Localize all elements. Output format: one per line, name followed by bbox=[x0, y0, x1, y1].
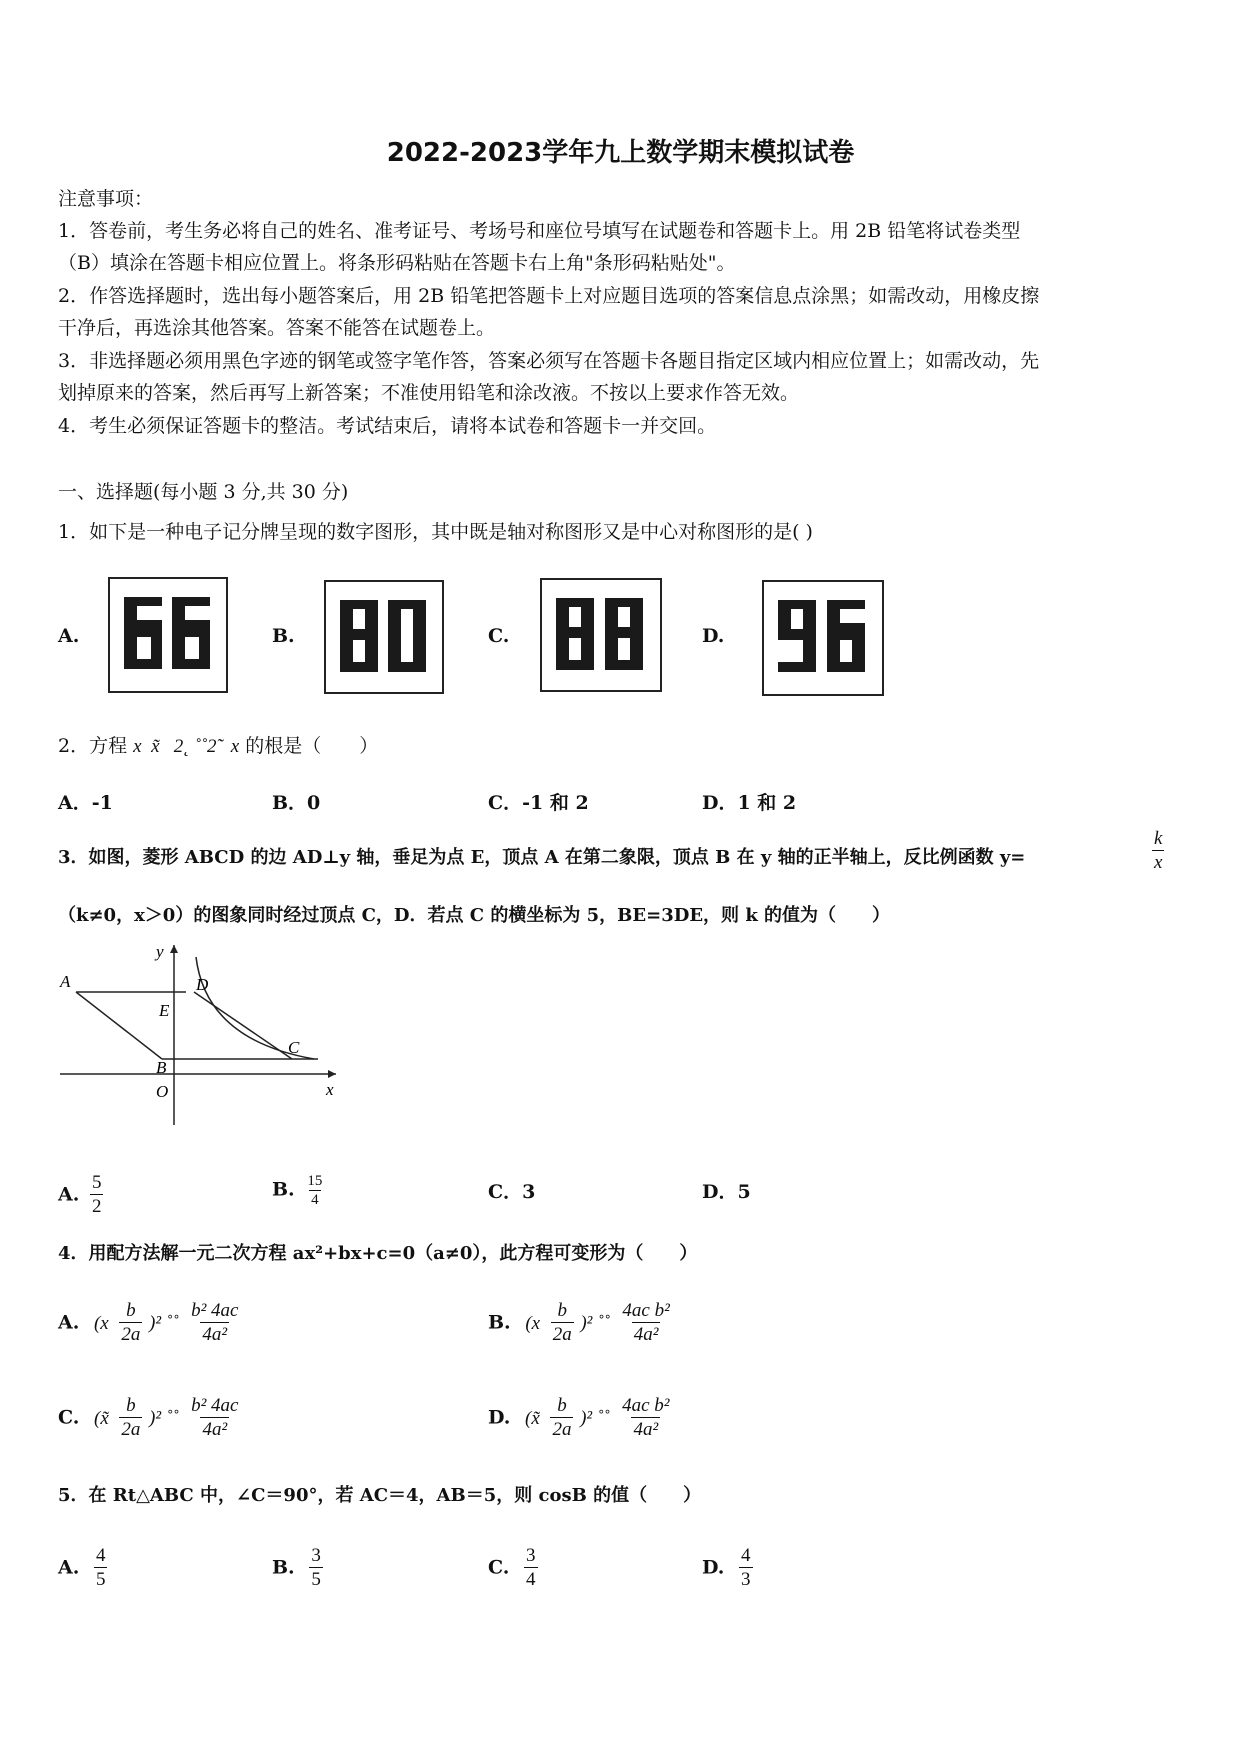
q1-option-c-label: C. bbox=[488, 625, 510, 647]
q2-stem-post: 的根是（ ） bbox=[245, 735, 379, 757]
notice-line-1: 1．答卷前，考生务必将自己的姓名、准考证号、考场号和座位号填写在试题卷和答题卡上。用 2B 铅笔将试卷类型 bbox=[58, 220, 1021, 242]
q3-line-2: （k≠0，x＞0）的图象同时经过顶点 C，D．若点 C 的横坐标为 5，BE=3DE，则 k 的值为（ ） bbox=[58, 905, 891, 926]
q4-option-a: A. (x $\frac{b}{2a}$ )² ˚˚ $\frac{\text{b² 4ac}}{\text{4a²}}$ bbox=[58, 1300, 239, 1345]
q4-stem: 4．用配方法解一元二次方程 ax²+bx+c=0（a≠0），此方程可变形为（ ） bbox=[58, 1243, 698, 1264]
q3-line-1: 3．如图，菱形 ABCD 的边 AD⊥y 轴，垂足为点 E，顶点 A 在第二象限，顶点 B 在 y 轴的正半轴上，反比例函数 y= bbox=[58, 847, 1026, 868]
section-heading: 一、选择题(每小题 3 分,共 30 分) bbox=[58, 481, 349, 503]
fig-label-b: B bbox=[156, 1058, 167, 1077]
q2-stem bbox=[58, 730, 378, 763]
q1-option-a-label: A. bbox=[58, 625, 80, 647]
notice-heading: 注意事项： bbox=[58, 188, 154, 210]
q1-stem: 1．如下是一种电子记分牌呈现的数字图形，其中既是轴对称图形又是中心对称图形的是( ) bbox=[58, 521, 813, 543]
digits-80-icon bbox=[326, 582, 442, 692]
q3-option-d: D．5 bbox=[702, 1181, 751, 1203]
q3-figure bbox=[56, 935, 346, 1131]
notice-line-5: 3．非选择题必须用黑色字迹的钢笔或签字笔作答，答案必须写在答题卡各题目指定区域内相应位置上；如需改动，先 bbox=[58, 350, 1040, 372]
q1-option-d-label: D. bbox=[702, 625, 725, 647]
fig-label-c: C bbox=[288, 1038, 300, 1057]
q2-option-c: C．-1 和 2 bbox=[488, 792, 589, 814]
q3-fraction bbox=[1148, 828, 1164, 875]
q5-option-a: A. $\frac{4}{5}$ bbox=[58, 1545, 106, 1590]
q2-equation: x x̃ 2˛ ˚˚2̃ x bbox=[133, 736, 240, 757]
digits-96-icon bbox=[764, 582, 882, 694]
page-title: 2022-2023学年九上数学期末模拟试卷 bbox=[386, 138, 855, 168]
digits-88-icon bbox=[542, 580, 660, 690]
fig-label-y: y bbox=[156, 942, 164, 961]
fig-label-d: D bbox=[196, 975, 209, 994]
q2-option-d: D．1 和 2 bbox=[702, 792, 797, 814]
q2-stem-pre: 2．方程 bbox=[58, 735, 128, 757]
q1-option-b-image bbox=[324, 580, 444, 694]
q5-option-b: B. $\frac{3}{5}$ bbox=[272, 1545, 321, 1590]
fig-label-o: O bbox=[156, 1082, 169, 1101]
q1-option-c-image bbox=[540, 578, 662, 692]
q4-option-c: C. (x̃ $\frac{b}{2a}$ )² ˚˚ $\frac{\text{b² 4ac}}{\text{4a²}}$ bbox=[58, 1395, 239, 1440]
q1-option-b-label: B. bbox=[272, 625, 295, 647]
q2-option-a: A．-1 bbox=[58, 792, 113, 814]
q1-option-a-image bbox=[108, 577, 228, 693]
q1-option-d-image bbox=[762, 580, 884, 696]
q3-option-c: C．3 bbox=[488, 1181, 536, 1203]
q4-option-b: B. (x $\frac{b}{2a}$ )² ˚˚ $\frac{\text{4ac b²}}{\text{4a²}}$ bbox=[488, 1300, 670, 1345]
fig-label-a: A bbox=[60, 972, 71, 991]
digits-66-icon bbox=[110, 579, 226, 691]
notice-line-3: 2．作答选择题时，选出每小题答案后，用 2B 铅笔把答题卡上对应题目选项的答案信息点涂黑；如需改动，用橡皮擦 bbox=[58, 285, 1040, 307]
q3-option-b: B. $\frac{15}{4}$ bbox=[272, 1173, 323, 1208]
notice-line-6: 划掉原来的答案，然后再写上新答案；不准使用铅笔和涂改液。不按以上要求作答无效。 bbox=[58, 382, 800, 404]
notice-line-7: 4．考生必须保证答题卡的整洁。考试结束后，请将本试卷和答题卡一并交回。 bbox=[58, 415, 717, 437]
q5-stem: 5．在 Rt△ABC 中，∠C＝90°，若 AC＝4，AB＝5，则 cosB 的值（ ） bbox=[58, 1485, 702, 1506]
fig-label-x: x bbox=[326, 1080, 334, 1099]
q2-option-b: B．0 bbox=[272, 792, 321, 814]
q3-frac-den: x bbox=[1154, 852, 1163, 873]
q5-option-c: C. $\frac{3}{4}$ bbox=[488, 1545, 536, 1590]
q5-option-d: D. $\frac{4}{3}$ bbox=[702, 1545, 751, 1590]
q3-option-a: A. $\frac{5}{2}$ bbox=[58, 1172, 102, 1217]
notice-line-2: （B）填涂在答题卡相应位置上。将条形码粘贴在答题卡右上角"条形码粘贴处"。 bbox=[58, 252, 736, 274]
q3-frac-num: k bbox=[1154, 828, 1163, 849]
fig-label-e: E bbox=[159, 1001, 170, 1020]
q4-option-d: D. (x̃ $\frac{b}{2a}$ )² ˚˚ $\frac{\text{4ac b²}}{\text{4a²}}$ bbox=[488, 1395, 670, 1440]
notice-line-4: 干净后，再选涂其他答案。答案不能答在试题卷上。 bbox=[58, 317, 496, 339]
